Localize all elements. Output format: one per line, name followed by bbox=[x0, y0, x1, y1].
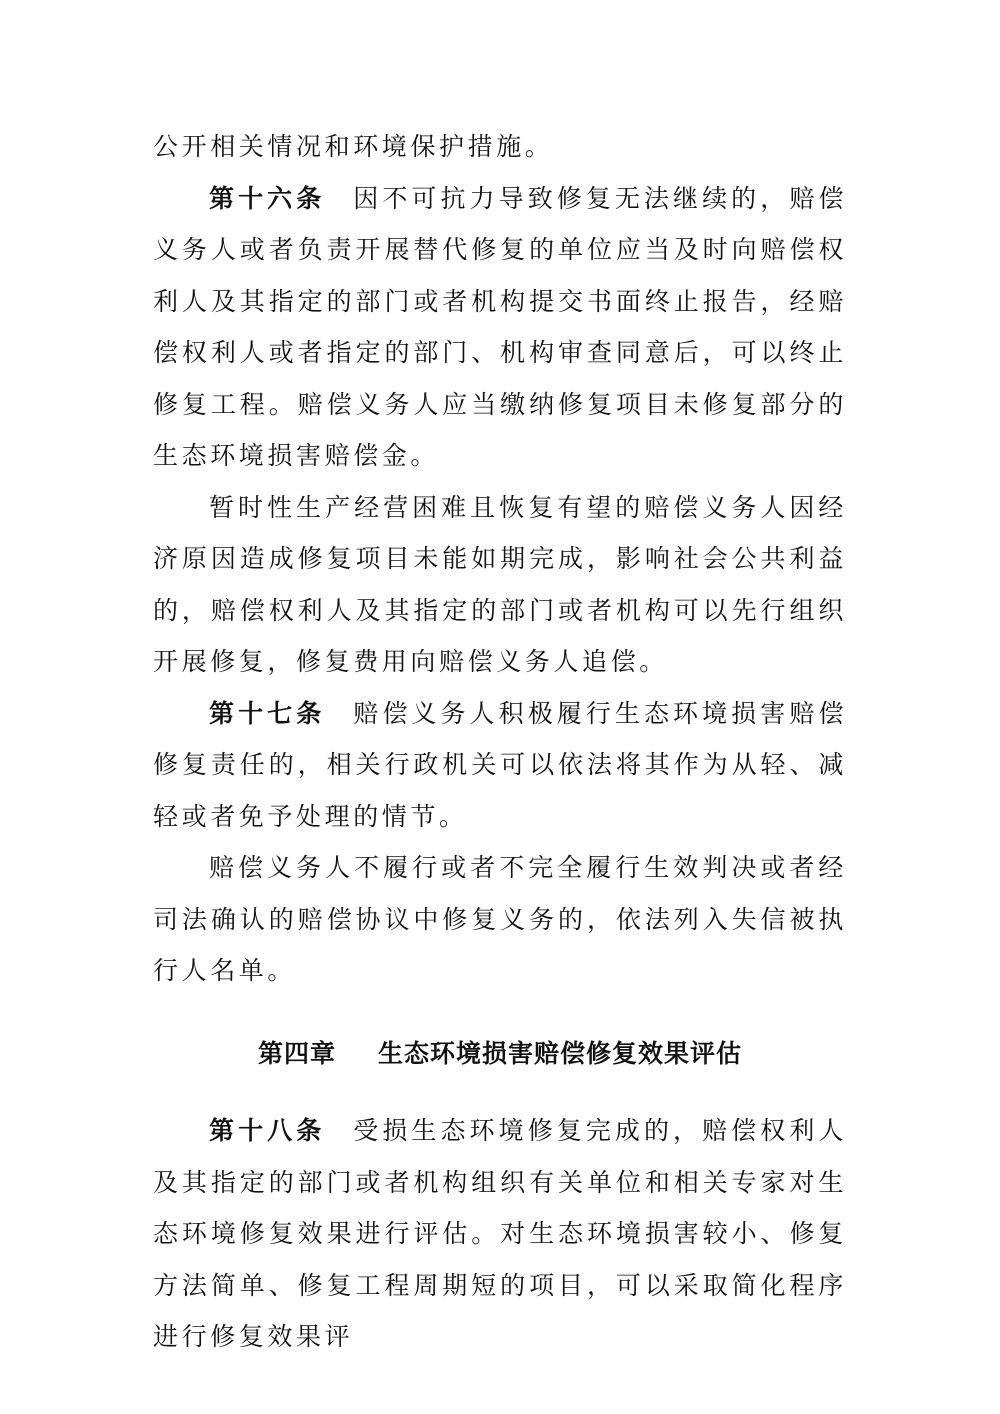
paragraph-text: 赔偿义务人不履行或者不完全履行生效判决或者经司法确认的赔偿协议中修复义务的，依法列入失信被执行人名单。 bbox=[153, 853, 847, 985]
body-text bbox=[153, 121, 847, 1363]
article-17-paragraph-2 bbox=[153, 842, 847, 997]
paragraph-continuation bbox=[153, 121, 847, 173]
chapter-number: 第四章 bbox=[257, 1038, 336, 1068]
paragraph-text: 暂时性生产经营困难且恢复有望的赔偿义务人因经济原因造成修复项目未能如期完成，影响社会公共利益的，赔偿权利人及其指定的部门或者机构可以先行组织开展修复，修复费用向赔偿义务人追偿。 bbox=[153, 492, 847, 676]
article-16-number: 第十六条 bbox=[209, 183, 326, 213]
article-16-paragraph-2 bbox=[153, 482, 847, 688]
article-16-text: 因不可抗力导致修复无法继续的，赔偿义务人或者负责开展替代修复的单位应当及时向赔偿权利人及其指定的部门或者机构提交书面终止报告，经赔偿权利人或者指定的部门、机构审查同意后，可以终止修复工程。赔偿义务人应当缴纳修复项目未修复部分的生态环境损害赔偿金。 bbox=[153, 183, 847, 470]
article-17 bbox=[153, 688, 847, 843]
article-17-text: 赔偿义务人积极履行生态环境损害赔偿修复责任的，相关行政机关可以依法将其作为从轻、减轻或者免予处理的情节。 bbox=[153, 698, 847, 831]
chapter-heading bbox=[153, 1028, 847, 1080]
article-17-number: 第十七条 bbox=[209, 698, 326, 728]
paragraph-text: 公开相关情况和环境保护措施。 bbox=[153, 132, 554, 161]
article-18 bbox=[153, 1105, 847, 1363]
chapter-title: 生态环境损害赔偿修复效果评估 bbox=[378, 1038, 743, 1068]
article-18-text: 受损生态环境修复完成的，赔偿权利人及其指定的部门或者机构组织有关单位和相关专家对生态环境修复效果进行评估。对生态环境损害较小、修复方法简单、修复工程周期短的项目，可以采取简化程序进行修复效果评 bbox=[153, 1116, 847, 1351]
article-16 bbox=[153, 173, 847, 482]
article-18-number: 第十八条 bbox=[209, 1116, 326, 1145]
